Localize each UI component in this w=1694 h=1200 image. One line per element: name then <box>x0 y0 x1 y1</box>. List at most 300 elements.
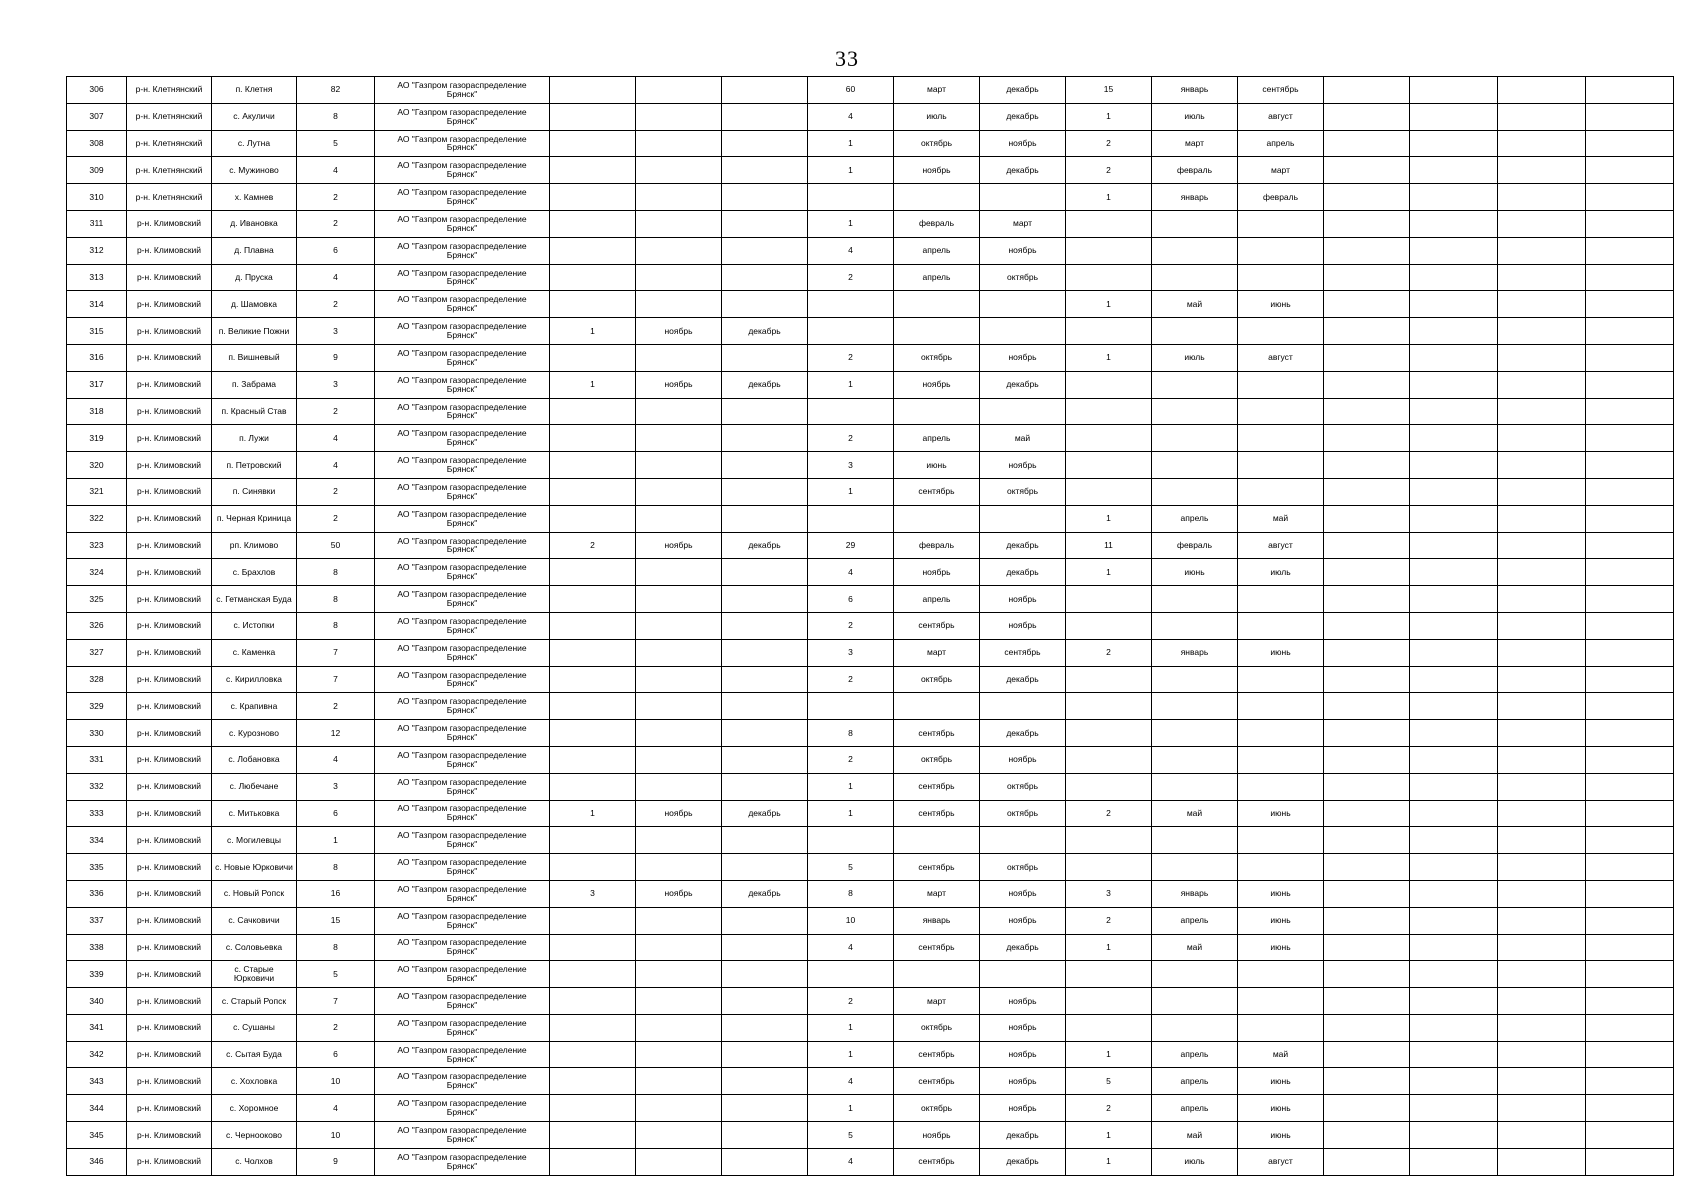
count-cell: 3 <box>297 318 375 345</box>
district-cell: р-н. Климовский <box>127 1041 212 1068</box>
month-cell <box>636 184 722 211</box>
settlement-cell: с. Старый Ропск <box>212 988 297 1015</box>
month-cell: декабрь <box>980 934 1066 961</box>
month-cell <box>636 264 722 291</box>
empty-cell <box>1586 103 1674 130</box>
table-row <box>67 800 1674 827</box>
month-cell: ноябрь <box>980 1095 1066 1122</box>
month-cell <box>636 639 722 666</box>
month-cell <box>1152 452 1238 479</box>
organization-line: АО "Газпром газораспределение <box>397 910 527 921</box>
month-cell <box>894 505 980 532</box>
quantity-cell <box>550 746 636 773</box>
quantity-cell <box>550 639 636 666</box>
month-cell <box>1238 425 1324 452</box>
organization-line: Брянск" <box>446 1080 478 1091</box>
quantity-cell <box>1066 961 1152 988</box>
month-cell <box>1238 371 1324 398</box>
quantity-cell: 1 <box>550 800 636 827</box>
quantity-cell <box>1066 425 1152 452</box>
organization-line: АО "Газпром газораспределение <box>397 991 527 1002</box>
organization-cell <box>375 934 550 961</box>
empty-cell <box>1324 988 1410 1015</box>
quantity-cell: 1 <box>808 1095 894 1122</box>
organization-line: Брянск" <box>446 1053 478 1064</box>
month-cell: февраль <box>1152 157 1238 184</box>
table-body <box>67 77 1674 1176</box>
empty-cell <box>1324 237 1410 264</box>
empty-cell <box>1410 452 1498 479</box>
month-cell <box>1238 318 1324 345</box>
table-row <box>67 746 1674 773</box>
month-cell <box>636 586 722 613</box>
empty-cell <box>1586 612 1674 639</box>
month-cell: октябрь <box>980 478 1066 505</box>
district-cell: р-н. Климовский <box>127 746 212 773</box>
settlement-cell: п. Черная Криница <box>212 505 297 532</box>
settlement-cell: с. Лутна <box>212 130 297 157</box>
month-cell: ноябрь <box>980 452 1066 479</box>
settlement-cell: с. Могилевцы <box>212 827 297 854</box>
quantity-cell: 2 <box>550 532 636 559</box>
quantity-cell <box>550 559 636 586</box>
empty-cell <box>1586 880 1674 907</box>
quantity-cell: 2 <box>808 425 894 452</box>
organization-line: АО "Газпром газораспределение <box>397 106 527 117</box>
quantity-cell <box>550 773 636 800</box>
district-cell: р-н. Климовский <box>127 344 212 371</box>
organization-cell <box>375 1095 550 1122</box>
month-cell: апрель <box>894 237 980 264</box>
month-cell: март <box>894 639 980 666</box>
settlement-cell: рп. Климово <box>212 532 297 559</box>
empty-cell <box>1586 1095 1674 1122</box>
empty-cell <box>1324 693 1410 720</box>
empty-cell <box>1498 1041 1586 1068</box>
month-cell: сентябрь <box>894 612 980 639</box>
month-cell <box>722 1148 808 1175</box>
quantity-cell <box>550 666 636 693</box>
quantity-cell: 1 <box>808 478 894 505</box>
month-cell: апрель <box>1152 1041 1238 1068</box>
month-cell <box>722 559 808 586</box>
quantity-cell: 4 <box>808 237 894 264</box>
empty-cell <box>1586 532 1674 559</box>
month-cell: ноябрь <box>894 1122 980 1149</box>
month-cell: май <box>1152 800 1238 827</box>
month-cell <box>636 398 722 425</box>
settlement-cell: п. Клетня <box>212 77 297 104</box>
month-cell <box>636 291 722 318</box>
quantity-cell <box>550 103 636 130</box>
month-cell <box>1152 988 1238 1015</box>
quantity-cell: 1 <box>808 1041 894 1068</box>
empty-cell <box>1324 1068 1410 1095</box>
organization-cell <box>375 210 550 237</box>
organization-line: Брянск" <box>446 410 478 421</box>
month-cell <box>636 666 722 693</box>
table-row <box>67 77 1674 104</box>
month-cell <box>980 693 1066 720</box>
month-cell <box>636 130 722 157</box>
empty-cell <box>1586 559 1674 586</box>
quantity-cell: 1 <box>808 157 894 184</box>
organization-line: Брянск" <box>446 598 478 609</box>
empty-cell <box>1498 452 1586 479</box>
month-cell <box>722 934 808 961</box>
row-number-cell: 331 <box>67 746 127 773</box>
row-number-cell: 329 <box>67 693 127 720</box>
month-cell: июнь <box>1238 800 1324 827</box>
organization-line: Брянск" <box>446 356 478 367</box>
empty-cell <box>1410 237 1498 264</box>
quantity-cell: 3 <box>550 880 636 907</box>
count-cell: 2 <box>297 1014 375 1041</box>
organization-cell <box>375 184 550 211</box>
count-cell: 4 <box>297 157 375 184</box>
district-cell: р-н. Климовский <box>127 1014 212 1041</box>
quantity-cell <box>1066 586 1152 613</box>
month-cell: июнь <box>1238 934 1324 961</box>
quantity-cell <box>1066 720 1152 747</box>
count-cell: 4 <box>297 452 375 479</box>
district-cell: р-н. Клетнянский <box>127 184 212 211</box>
table-row <box>67 720 1674 747</box>
count-cell: 3 <box>297 371 375 398</box>
month-cell <box>636 559 722 586</box>
organization-cell <box>375 532 550 559</box>
month-cell <box>1152 720 1238 747</box>
empty-cell <box>1498 720 1586 747</box>
empty-cell <box>1586 907 1674 934</box>
district-cell: р-н. Климовский <box>127 773 212 800</box>
empty-cell <box>1410 693 1498 720</box>
organization-line: АО "Газпром газораспределение <box>397 267 527 278</box>
organization-line: Брянск" <box>446 1026 478 1037</box>
empty-cell <box>1498 478 1586 505</box>
empty-cell <box>1498 1122 1586 1149</box>
month-cell <box>636 907 722 934</box>
organization-line: Брянск" <box>446 732 478 743</box>
quantity-cell: 60 <box>808 77 894 104</box>
district-cell: р-н. Климовский <box>127 478 212 505</box>
organization-cell <box>375 452 550 479</box>
month-cell <box>722 505 808 532</box>
empty-cell <box>1586 157 1674 184</box>
month-cell <box>1152 478 1238 505</box>
month-cell <box>722 184 808 211</box>
quantity-cell <box>1066 371 1152 398</box>
month-cell <box>1238 666 1324 693</box>
empty-cell <box>1498 1014 1586 1041</box>
row-number-cell: 339 <box>67 961 127 988</box>
empty-cell <box>1498 961 1586 988</box>
empty-cell <box>1586 1014 1674 1041</box>
count-cell: 8 <box>297 586 375 613</box>
month-cell <box>980 291 1066 318</box>
quantity-cell: 1 <box>808 1014 894 1041</box>
empty-cell <box>1410 1041 1498 1068</box>
month-cell: ноябрь <box>980 237 1066 264</box>
quantity-cell <box>1066 237 1152 264</box>
empty-cell <box>1586 1122 1674 1149</box>
quantity-cell <box>550 693 636 720</box>
month-cell: июль <box>1152 1148 1238 1175</box>
month-cell <box>1152 318 1238 345</box>
month-cell <box>1238 720 1324 747</box>
settlement-cell: с. Лобановка <box>212 746 297 773</box>
month-cell: декабрь <box>980 77 1066 104</box>
month-cell <box>1238 398 1324 425</box>
table-row <box>67 988 1674 1015</box>
month-cell <box>636 1014 722 1041</box>
table-row <box>67 505 1674 532</box>
quantity-cell: 2 <box>808 344 894 371</box>
quantity-cell: 6 <box>808 586 894 613</box>
month-cell <box>722 1095 808 1122</box>
organization-cell <box>375 264 550 291</box>
quantity-cell <box>550 452 636 479</box>
quantity-cell <box>1066 612 1152 639</box>
month-cell <box>1238 693 1324 720</box>
empty-cell <box>1324 532 1410 559</box>
table-row <box>67 452 1674 479</box>
organization-line: АО "Газпром газораспределение <box>397 187 527 198</box>
row-number-cell: 310 <box>67 184 127 211</box>
month-cell <box>980 505 1066 532</box>
district-cell: р-н. Климовский <box>127 827 212 854</box>
empty-cell <box>1586 318 1674 345</box>
empty-cell <box>1324 1041 1410 1068</box>
empty-cell <box>1324 478 1410 505</box>
empty-cell <box>1324 666 1410 693</box>
quantity-cell <box>1066 264 1152 291</box>
empty-cell <box>1410 559 1498 586</box>
quantity-cell <box>550 264 636 291</box>
table-row <box>67 103 1674 130</box>
empty-cell <box>1498 210 1586 237</box>
month-cell <box>722 344 808 371</box>
month-cell: октябрь <box>894 130 980 157</box>
empty-cell <box>1410 827 1498 854</box>
empty-cell <box>1410 210 1498 237</box>
empty-cell <box>1586 800 1674 827</box>
month-cell: ноябрь <box>980 586 1066 613</box>
quantity-cell: 4 <box>808 103 894 130</box>
month-cell: апрель <box>894 425 980 452</box>
quantity-cell <box>1066 398 1152 425</box>
page-number: 33 <box>835 46 859 71</box>
count-cell: 9 <box>297 344 375 371</box>
empty-cell <box>1498 1095 1586 1122</box>
empty-cell <box>1324 639 1410 666</box>
empty-cell <box>1324 264 1410 291</box>
organization-line: АО "Газпром газораспределение <box>397 937 527 948</box>
empty-cell <box>1586 1041 1674 1068</box>
organization-line: АО "Газпром газораспределение <box>397 803 527 814</box>
month-cell: сентябрь <box>894 1068 980 1095</box>
count-cell: 4 <box>297 1095 375 1122</box>
month-cell: октябрь <box>980 773 1066 800</box>
quantity-cell <box>550 720 636 747</box>
empty-cell <box>1410 318 1498 345</box>
organization-line: АО "Газпром газораспределение <box>397 160 527 171</box>
empty-cell <box>1586 586 1674 613</box>
month-cell <box>722 1014 808 1041</box>
district-cell: р-н. Климовский <box>127 1068 212 1095</box>
row-number-cell: 322 <box>67 505 127 532</box>
settlement-cell: с. Старые Юрковичи <box>212 961 297 988</box>
count-cell: 2 <box>297 210 375 237</box>
month-cell: октябрь <box>894 1014 980 1041</box>
quantity-cell: 4 <box>808 1148 894 1175</box>
month-cell: декабрь <box>722 800 808 827</box>
empty-cell <box>1410 103 1498 130</box>
quantity-cell: 2 <box>1066 130 1152 157</box>
organization-cell <box>375 77 550 104</box>
empty-cell <box>1498 398 1586 425</box>
month-cell <box>1152 666 1238 693</box>
organization-line: АО "Газпром газораспределение <box>397 1044 527 1055</box>
month-cell <box>1152 961 1238 988</box>
quantity-cell: 8 <box>808 880 894 907</box>
empty-cell <box>1324 800 1410 827</box>
organization-line: АО "Газпром газораспределение <box>397 696 527 707</box>
month-cell <box>722 586 808 613</box>
empty-cell <box>1410 1095 1498 1122</box>
quantity-cell: 4 <box>808 934 894 961</box>
month-cell <box>1238 746 1324 773</box>
organization-line: АО "Газпром газораспределение <box>397 240 527 251</box>
organization-line: АО "Газпром газораспределение <box>397 374 527 385</box>
month-cell: апрель <box>1238 130 1324 157</box>
settlement-cell: п. Великие Пожни <box>212 318 297 345</box>
month-cell: ноябрь <box>894 559 980 586</box>
settlement-cell: п. Забрама <box>212 371 297 398</box>
empty-cell <box>1324 612 1410 639</box>
month-cell <box>722 639 808 666</box>
month-cell <box>980 184 1066 211</box>
month-cell: ноябрь <box>980 880 1066 907</box>
table-row <box>67 773 1674 800</box>
quantity-cell <box>550 961 636 988</box>
month-cell: октябрь <box>894 344 980 371</box>
organization-cell <box>375 693 550 720</box>
month-cell: сентябрь <box>894 1148 980 1175</box>
month-cell <box>722 478 808 505</box>
quantity-cell <box>550 157 636 184</box>
month-cell: сентябрь <box>894 773 980 800</box>
quantity-cell: 3 <box>808 639 894 666</box>
count-cell: 2 <box>297 693 375 720</box>
empty-cell <box>1498 880 1586 907</box>
month-cell <box>1238 237 1324 264</box>
empty-cell <box>1498 157 1586 184</box>
row-number-cell: 315 <box>67 318 127 345</box>
row-number-cell: 324 <box>67 559 127 586</box>
empty-cell <box>1586 478 1674 505</box>
organization-cell <box>375 1041 550 1068</box>
quantity-cell: 2 <box>808 746 894 773</box>
month-cell: февраль <box>894 532 980 559</box>
row-number-cell: 342 <box>67 1041 127 1068</box>
quantity-cell <box>808 184 894 211</box>
table-row <box>67 961 1674 988</box>
month-cell <box>636 478 722 505</box>
organization-line: Брянск" <box>446 88 478 99</box>
month-cell <box>636 210 722 237</box>
organization-line: АО "Газпром газораспределение <box>397 749 527 760</box>
quantity-cell <box>550 398 636 425</box>
district-cell: р-н. Климовский <box>127 880 212 907</box>
district-cell: р-н. Климовский <box>127 907 212 934</box>
empty-cell <box>1410 639 1498 666</box>
month-cell <box>636 612 722 639</box>
month-cell <box>722 103 808 130</box>
quantity-cell <box>1066 827 1152 854</box>
organization-line: АО "Газпром газораспределение <box>397 1098 527 1109</box>
quantity-cell <box>550 77 636 104</box>
empty-cell <box>1498 746 1586 773</box>
month-cell: май <box>1152 291 1238 318</box>
organization-cell <box>375 398 550 425</box>
month-cell <box>894 184 980 211</box>
quantity-cell <box>808 318 894 345</box>
empty-cell <box>1410 532 1498 559</box>
empty-cell <box>1586 639 1674 666</box>
month-cell <box>1152 210 1238 237</box>
organization-cell <box>375 827 550 854</box>
month-cell: декабрь <box>980 1122 1066 1149</box>
month-cell <box>894 961 980 988</box>
empty-cell <box>1410 344 1498 371</box>
table-row <box>67 1122 1674 1149</box>
empty-cell <box>1410 800 1498 827</box>
month-cell: январь <box>1152 639 1238 666</box>
count-cell: 2 <box>297 291 375 318</box>
month-cell: декабрь <box>980 103 1066 130</box>
month-cell: ноябрь <box>636 318 722 345</box>
empty-cell <box>1498 586 1586 613</box>
month-cell: декабрь <box>980 559 1066 586</box>
organization-line: АО "Газпром газораспределение <box>397 213 527 224</box>
month-cell <box>1152 237 1238 264</box>
month-cell: октябрь <box>894 746 980 773</box>
empty-cell <box>1410 854 1498 881</box>
empty-cell <box>1410 130 1498 157</box>
organization-line: Брянск" <box>446 758 478 769</box>
month-cell: декабрь <box>980 1148 1066 1175</box>
row-number-cell: 337 <box>67 907 127 934</box>
organization-line: Брянск" <box>446 383 478 394</box>
count-cell: 10 <box>297 1068 375 1095</box>
empty-cell <box>1586 77 1674 104</box>
organization-line: Брянск" <box>446 571 478 582</box>
quantity-cell <box>808 398 894 425</box>
month-cell <box>1238 478 1324 505</box>
empty-cell <box>1324 773 1410 800</box>
empty-cell <box>1498 827 1586 854</box>
quantity-cell: 15 <box>1066 77 1152 104</box>
empty-cell <box>1410 907 1498 934</box>
empty-cell <box>1498 800 1586 827</box>
row-number-cell: 308 <box>67 130 127 157</box>
month-cell: август <box>1238 344 1324 371</box>
organization-cell <box>375 1122 550 1149</box>
month-cell <box>636 827 722 854</box>
month-cell <box>1152 746 1238 773</box>
organization-line: Брянск" <box>446 1107 478 1118</box>
